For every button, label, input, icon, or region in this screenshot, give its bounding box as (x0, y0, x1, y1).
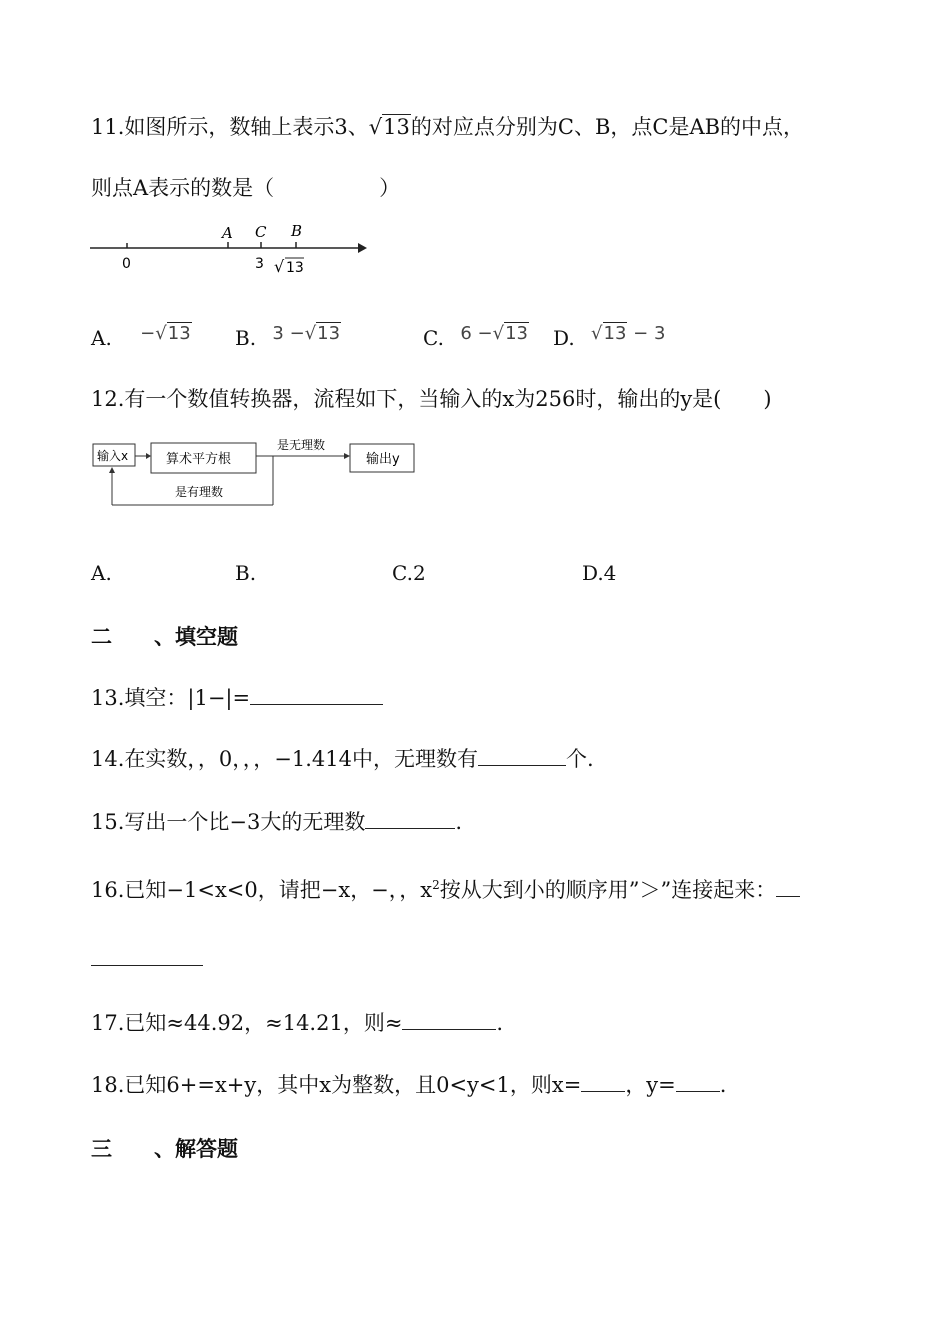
q17-line: 17.已知≈44.92，≈14.21，则≈ . (91, 1011, 504, 1035)
q18-y-blank[interactable] (676, 1071, 720, 1092)
q12-option-c[interactable]: C.2 (392, 561, 426, 585)
q14-text: 14.在实数，，0，，，−1.414中，无理数有 (91, 747, 478, 771)
label-sqrt13: 13 (286, 260, 304, 276)
section-answer-title: 三 、解答题 (91, 1137, 238, 1161)
label-three: 3 (255, 256, 264, 272)
axis-arrow (358, 243, 367, 253)
label-c: C (255, 223, 267, 241)
label-sqrt-sign: √ (274, 257, 285, 276)
q12-option-d[interactable]: D.4 (582, 561, 617, 585)
flow-output-label: 输出y (366, 452, 400, 467)
flow-chart (91, 436, 421, 510)
q13-answer-blank[interactable] (250, 684, 383, 705)
number-line-figure (88, 218, 370, 280)
q11-option-b[interactable]: B. 3 −√13 (235, 323, 341, 350)
q16-text: 16.已知−1<x<0，请把−x，−，，x (91, 878, 433, 902)
q11-text-pre: 11.如图所示，数轴上表示3、 (91, 115, 369, 139)
q15-text: 15.写出一个比−3大的无理数 (91, 810, 366, 834)
q11-line1 (91, 113, 804, 141)
q16-line: 16.已知−1<x<0，请把−x，−，，$x^2$按从大到小的顺序用”＞”连接起来： (91, 871, 800, 904)
label-b: B (291, 222, 303, 240)
sqrt13-inline: √13 (368, 115, 410, 139)
q11-option-a[interactable]: A. −√13 (91, 323, 191, 350)
q13-line (91, 684, 383, 712)
flow-process-label: 算术平方根 (166, 452, 232, 467)
flow-input-label: 输入x (97, 449, 129, 463)
label-a: A (222, 224, 233, 242)
q16-answer-blank-end[interactable] (91, 945, 203, 966)
q18-line: 18.已知6+=x+y，其中x为整数，且0<y<1，则x= ，y= . (91, 1073, 727, 1097)
flow-rational-label: 是有理数 (175, 485, 224, 499)
q14-line: 14.在实数，，0，，，−1.414中，无理数有 个. (91, 747, 594, 771)
q11-text-post: 的对应点分别为C、B，点C是AB的中点， (410, 115, 805, 139)
q12-option-a[interactable]: A. (91, 561, 112, 585)
q11-line2: 则点A表示的数是（ ） (91, 176, 401, 200)
q18-x-blank[interactable] (581, 1071, 625, 1092)
q16-answer-blank-start[interactable] (776, 876, 800, 897)
q15-answer-blank[interactable] (365, 808, 455, 829)
q11-option-d[interactable]: D. √13 − 3 (553, 323, 666, 350)
q17-answer-blank[interactable] (402, 1009, 496, 1030)
q14-answer-blank[interactable] (478, 745, 566, 766)
q16-line2 (91, 945, 203, 973)
q17-text: 17.已知≈44.92，≈14.21，则≈ (91, 1011, 403, 1035)
q15-line: 15.写出一个比−3大的无理数 . (91, 810, 463, 834)
q12-text: 12.有一个数值转换器，流程如下，当输入的x为256时，输出的y是( ) (91, 387, 772, 411)
section-fill-blank-title: 二 、填空题 (91, 625, 238, 649)
q11-option-c[interactable]: C. 6 −√13 (423, 323, 528, 350)
q13-text: 13.填空：|1−|= (91, 686, 251, 710)
q18-text: 18.已知6+=x+y，其中x为整数，且0<y<1，则x= (91, 1073, 582, 1097)
flow-irrational-label: 是无理数 (277, 438, 326, 452)
label-zero: 0 (122, 256, 131, 272)
q12-option-b[interactable]: B. (235, 561, 257, 585)
